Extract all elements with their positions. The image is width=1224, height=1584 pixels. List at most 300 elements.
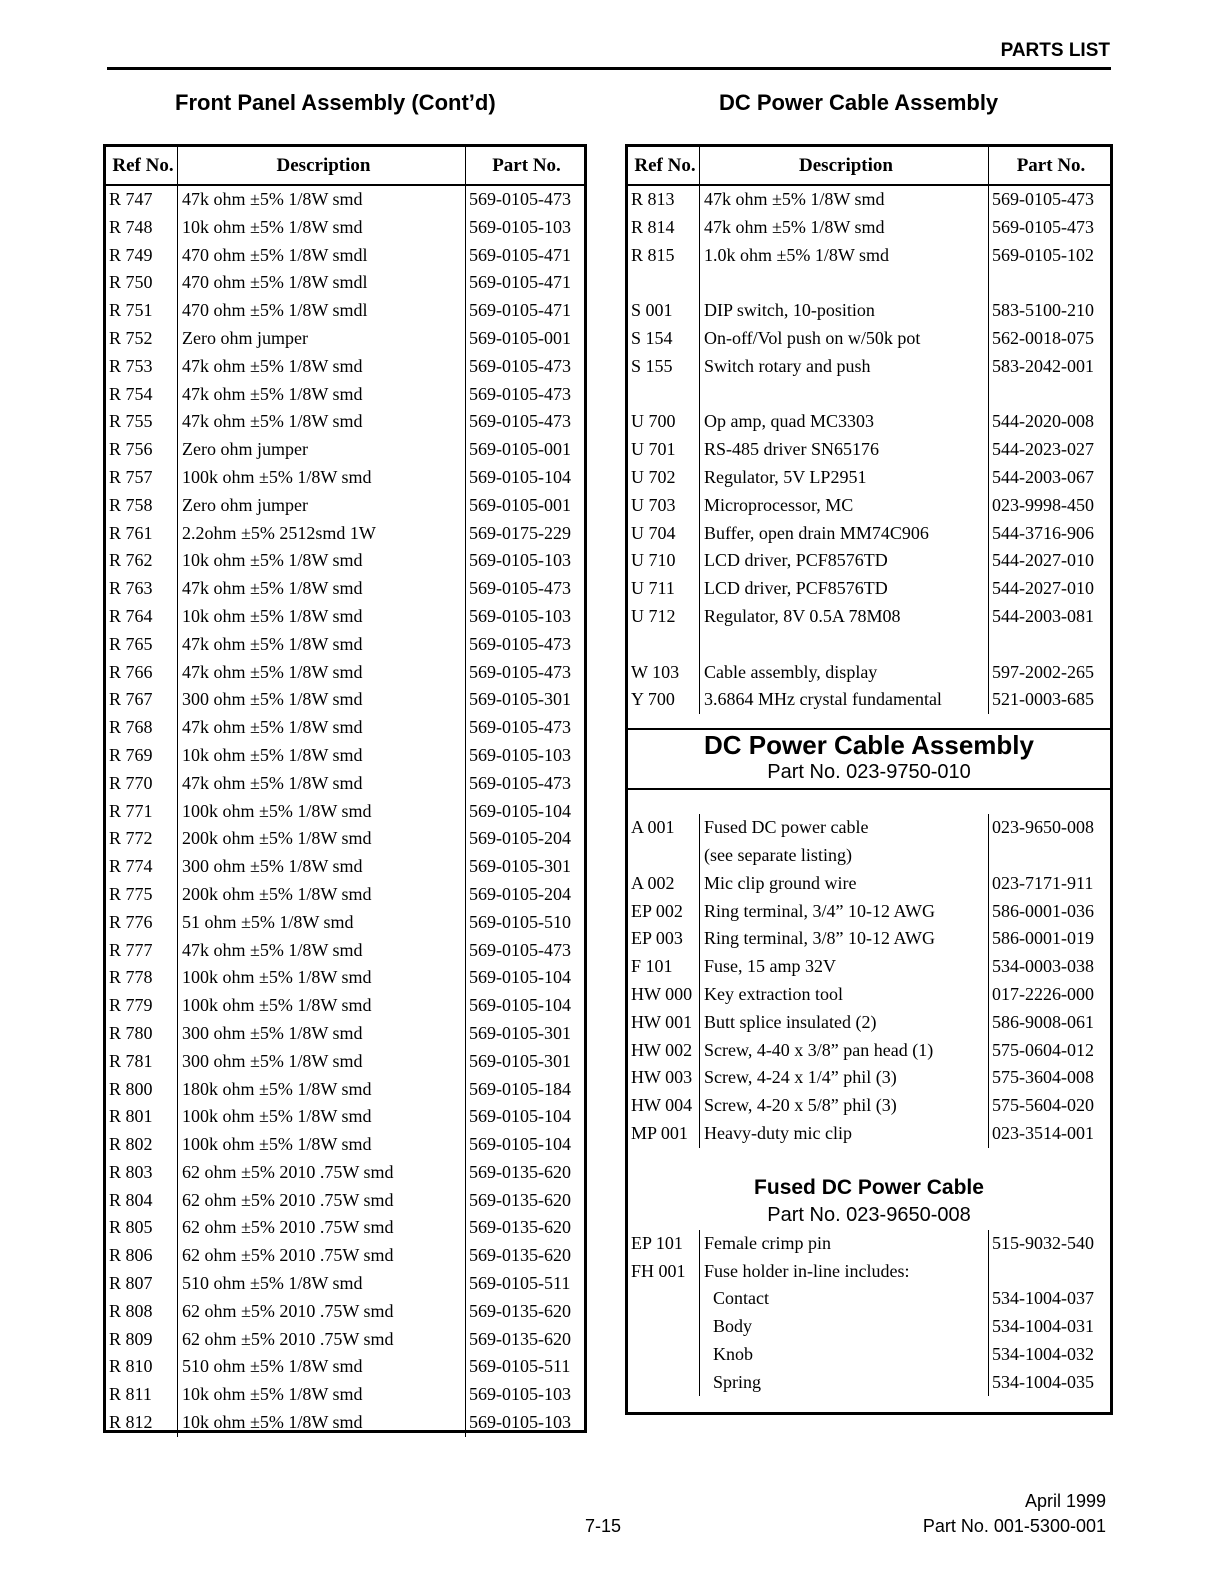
table-row <box>106 464 584 492</box>
part-no-cell: 569-0105-001 <box>469 327 571 348</box>
description-cell: 47k ohm ±5% 1/8W smd <box>178 186 466 214</box>
ref-no-cell: R 753 <box>106 353 178 381</box>
description-cell: Mic clip ground wire <box>700 870 989 898</box>
table-row <box>106 1020 584 1048</box>
part-no-cell: 569-0105-473 <box>469 772 571 793</box>
ref-no-cell: R 809 <box>106 1326 178 1354</box>
ref-no-cell: R 807 <box>106 1270 178 1298</box>
table-row <box>628 898 1110 926</box>
part-no-cell: 569-0105-103 <box>469 1384 571 1405</box>
part-no-cell: 575-5604-020 <box>992 1095 1094 1116</box>
ref-no-cell <box>628 842 700 870</box>
part-no-cell <box>989 842 1110 870</box>
table-row <box>106 353 584 381</box>
table-row <box>106 603 584 631</box>
description-cell: 47k ohm ±5% 1/8W smd <box>178 659 466 687</box>
description-cell: 47k ohm ±5% 1/8W smd <box>178 631 466 659</box>
part-no-cell: 569-0105-471 <box>469 272 571 293</box>
footer-date: April 1999 <box>1024 1491 1106 1511</box>
ref-no-cell: FH 001 <box>628 1258 700 1286</box>
part-no-cell: 569-0105-104 <box>469 800 571 821</box>
description-cell: Ring terminal, 3/8” 10-12 AWG <box>700 925 989 953</box>
ref-no-cell: W 103 <box>628 659 700 687</box>
header-rule <box>107 67 1111 70</box>
ref-no-cell: R 800 <box>106 1076 178 1104</box>
ref-no-cell: HW 000 <box>628 981 700 1009</box>
ref-no-cell: R 801 <box>106 1103 178 1131</box>
description-cell: RS-485 driver SN65176 <box>700 436 989 464</box>
left-table-body <box>106 186 584 1437</box>
ref-no-cell: R 780 <box>106 1020 178 1048</box>
ref-no-cell: R 803 <box>106 1159 178 1187</box>
description-cell: 200k ohm ±5% 1/8W smd <box>178 881 466 909</box>
table-row <box>106 492 584 520</box>
table-row <box>106 714 584 742</box>
table-row <box>106 1326 584 1354</box>
ref-no-cell: F 101 <box>628 953 700 981</box>
description-cell: 470 ohm ±5% 1/8W smdl <box>178 297 466 325</box>
footer-doc-part: Part No. 001-5300-001 <box>922 1516 1106 1536</box>
part-no-cell: 534-0003-038 <box>992 956 1094 977</box>
table-row <box>628 325 1110 353</box>
description-cell: Screw, 4-40 x 3/8” pan head (1) <box>700 1037 989 1065</box>
description-cell: Regulator, 5V LP2951 <box>700 464 989 492</box>
right-parts-table <box>625 144 1113 1415</box>
table-row <box>628 870 1110 898</box>
table-row <box>106 992 584 1020</box>
description-cell: 100k ohm ±5% 1/8W smd <box>178 992 466 1020</box>
part-no-cell: 569-0105-473 <box>992 216 1094 237</box>
ref-no-cell: R 778 <box>106 964 178 992</box>
ref-no-cell: R 766 <box>106 659 178 687</box>
part-no-cell: 569-0105-103 <box>469 1412 571 1433</box>
table-row <box>106 770 584 798</box>
section-header: PARTS LIST <box>1000 40 1110 61</box>
ref-no-cell: R 779 <box>106 992 178 1020</box>
description-cell: 62 ohm ±5% 2010 .75W smd <box>178 1242 466 1270</box>
description-cell: 62 ohm ±5% 2010 .75W smd <box>178 1159 466 1187</box>
table-row <box>106 575 584 603</box>
table-row <box>106 1159 584 1187</box>
right-table-top-body <box>628 186 1110 714</box>
left-table-header <box>106 147 584 186</box>
table-row <box>628 242 1110 270</box>
col-desc-header: Description <box>178 147 466 184</box>
table-row <box>106 1353 584 1381</box>
part-no-cell: 569-0105-301 <box>469 856 571 877</box>
part-no-cell: 569-0105-104 <box>469 466 571 487</box>
ref-no-cell: R 810 <box>106 1353 178 1381</box>
description-cell: Cable assembly, display <box>700 659 989 687</box>
part-no-cell: 017-2226-000 <box>992 983 1094 1004</box>
part-no-cell: 569-0135-620 <box>469 1189 571 1210</box>
ref-no-cell: S 154 <box>628 325 700 353</box>
ref-no-cell: HW 002 <box>628 1037 700 1065</box>
table-row <box>106 436 584 464</box>
part-no-cell: 023-9998-450 <box>992 494 1094 515</box>
col-desc-header: Description <box>700 147 989 184</box>
part-no-cell: 569-0105-104 <box>469 1134 571 1155</box>
ref-no-cell <box>628 1341 700 1369</box>
description-cell: 62 ohm ±5% 2010 .75W smd <box>178 1214 466 1242</box>
table-row <box>106 408 584 436</box>
description-cell <box>700 381 989 409</box>
ref-no-cell: U 712 <box>628 603 700 631</box>
description-cell: Microprocessor, MC <box>700 492 989 520</box>
description-cell: 47k ohm ±5% 1/8W smd <box>700 186 989 214</box>
ref-no-cell: R 776 <box>106 909 178 937</box>
description-cell: Screw, 4-20 x 5/8” phil (3) <box>700 1092 989 1120</box>
table-row <box>628 1258 1110 1286</box>
part-no-cell: 597-2002-265 <box>992 661 1094 682</box>
ref-no-cell <box>628 381 700 409</box>
ref-no-cell: R 772 <box>106 825 178 853</box>
right-table-mid-body <box>628 814 1110 1148</box>
description-cell: Key extraction tool <box>700 981 989 1009</box>
ref-no-cell: R 750 <box>106 269 178 297</box>
table-row <box>628 214 1110 242</box>
ref-no-cell: HW 004 <box>628 1092 700 1120</box>
part-no-cell: 569-0105-184 <box>469 1078 571 1099</box>
part-no-cell: 515-9032-540 <box>992 1232 1094 1253</box>
part-no-cell: 534-1004-031 <box>992 1316 1094 1337</box>
part-no-cell: 569-0105-511 <box>469 1356 571 1377</box>
table-row <box>628 1313 1110 1341</box>
description-cell: 10k ohm ±5% 1/8W smd <box>178 742 466 770</box>
part-no-cell: 562-0018-075 <box>992 327 1094 348</box>
table-row <box>106 1409 584 1437</box>
table-row <box>106 742 584 770</box>
ref-no-cell: R 813 <box>628 186 700 214</box>
table-row <box>106 547 584 575</box>
part-no-cell: 569-0105-104 <box>469 967 571 988</box>
description-cell: 1.0k ohm ±5% 1/8W smd <box>700 242 989 270</box>
description-cell: LCD driver, PCF8576TD <box>700 547 989 575</box>
part-no-cell: 569-0135-620 <box>469 1245 571 1266</box>
description-cell: Knob <box>700 1341 989 1369</box>
table-row <box>628 842 1110 870</box>
description-cell <box>700 269 989 297</box>
part-no-cell: 569-0105-473 <box>469 189 571 209</box>
page-number: 7-15 <box>585 1516 622 1536</box>
table-row <box>628 575 1110 603</box>
left-section-title: Front Panel Assembly (Cont’d) <box>175 90 496 115</box>
part-no-cell: 586-9008-061 <box>992 1011 1094 1032</box>
description-cell: 47k ohm ±5% 1/8W smd <box>178 575 466 603</box>
part-no-cell: 544-3716-906 <box>992 522 1094 543</box>
table-row <box>106 659 584 687</box>
part-no-cell: 569-0105-104 <box>469 995 571 1016</box>
part-no-cell: 569-0105-473 <box>469 355 571 376</box>
table-row <box>106 1381 584 1409</box>
table-row <box>106 269 584 297</box>
ref-no-cell <box>628 1313 700 1341</box>
part-no-cell: 544-2003-081 <box>992 605 1094 626</box>
part-no-cell: 569-0105-473 <box>469 411 571 432</box>
ref-no-cell: A 001 <box>628 814 700 842</box>
ref-no-cell: HW 003 <box>628 1064 700 1092</box>
ref-no-cell: R 768 <box>106 714 178 742</box>
ref-no-cell: R 763 <box>106 575 178 603</box>
part-no-cell: 569-0105-103 <box>469 550 571 571</box>
ref-no-cell: EP 002 <box>628 898 700 926</box>
part-no-cell <box>989 1258 1110 1286</box>
ref-no-cell <box>628 1369 700 1397</box>
description-cell: 300 ohm ±5% 1/8W smd <box>178 1020 466 1048</box>
col-part-header: Part No. <box>492 155 561 176</box>
part-no-cell: 544-2023-027 <box>992 439 1094 460</box>
description-cell: Female crimp pin <box>700 1230 989 1258</box>
part-no-cell: 569-0105-204 <box>469 883 571 904</box>
part-no-cell: 544-2027-010 <box>992 578 1094 599</box>
part-no-cell: 544-2020-008 <box>992 411 1094 432</box>
table-row <box>628 631 1110 659</box>
ref-no-cell: R 770 <box>106 770 178 798</box>
description-cell: 10k ohm ±5% 1/8W smd <box>178 547 466 575</box>
ref-no-cell: U 702 <box>628 464 700 492</box>
ref-no-cell: U 701 <box>628 436 700 464</box>
part-no-cell: 569-0135-620 <box>469 1161 571 1182</box>
description-cell: 51 ohm ±5% 1/8W smd <box>178 909 466 937</box>
part-no-cell: 569-0105-511 <box>469 1273 571 1294</box>
table-row <box>628 1369 1110 1397</box>
table-row <box>106 520 584 548</box>
part-no-cell: 569-0105-102 <box>992 244 1094 265</box>
ref-no-cell: R 752 <box>106 325 178 353</box>
table-row <box>106 937 584 965</box>
table-row <box>106 1076 584 1104</box>
description-cell: On-off/Vol push on w/50k pot <box>700 325 989 353</box>
part-no-cell: 544-2003-067 <box>992 466 1094 487</box>
ref-no-cell: HW 001 <box>628 1009 700 1037</box>
col-part-header: Part No. <box>1016 155 1086 176</box>
ref-no-cell: S 001 <box>628 297 700 325</box>
table-row <box>628 603 1110 631</box>
table-row <box>106 1298 584 1326</box>
description-cell: 510 ohm ±5% 1/8W smd <box>178 1353 466 1381</box>
ref-no-cell: U 700 <box>628 408 700 436</box>
part-no-cell: 569-0105-473 <box>469 633 571 654</box>
table-row <box>106 186 584 214</box>
table-row <box>106 1187 584 1215</box>
part-no-cell: 521-0003-685 <box>992 689 1094 710</box>
ref-no-cell: R 808 <box>106 1298 178 1326</box>
description-cell: 47k ohm ±5% 1/8W smd <box>178 714 466 742</box>
table-row <box>106 242 584 270</box>
ref-no-cell: R 814 <box>628 214 700 242</box>
fused-cable-banner <box>628 1174 1110 1230</box>
table-row <box>628 381 1110 409</box>
table-row <box>106 381 584 409</box>
table-row <box>628 1285 1110 1313</box>
ref-no-cell: R 767 <box>106 686 178 714</box>
description-cell: 47k ohm ±5% 1/8W smd <box>178 770 466 798</box>
dc-assembly-part: Part No. 023-9750-010 <box>767 761 971 784</box>
part-no-cell: 569-0105-301 <box>469 1050 571 1071</box>
description-cell: 100k ohm ±5% 1/8W smd <box>178 1103 466 1131</box>
description-cell: Fuse, 15 amp 32V <box>700 953 989 981</box>
table-row <box>628 1092 1110 1120</box>
right-table-header <box>628 147 1110 186</box>
ref-no-cell <box>628 269 700 297</box>
part-no-cell: 569-0105-473 <box>469 383 571 404</box>
ref-no-cell: U 710 <box>628 547 700 575</box>
table-row <box>106 686 584 714</box>
table-row <box>106 1242 584 1270</box>
part-no-cell: 569-0105-103 <box>469 744 571 765</box>
part-no-cell: 569-0105-473 <box>469 661 571 682</box>
description-cell: 10k ohm ±5% 1/8W smd <box>178 1381 466 1409</box>
part-no-cell: 544-2027-010 <box>992 550 1094 571</box>
description-cell: 100k ohm ±5% 1/8W smd <box>178 1131 466 1159</box>
table-row <box>628 186 1110 214</box>
part-no-cell: 569-0105-471 <box>469 244 571 265</box>
description-cell: 47k ohm ±5% 1/8W smd <box>178 408 466 436</box>
ref-no-cell: A 002 <box>628 870 700 898</box>
table-row <box>106 631 584 659</box>
ref-no-cell: R 811 <box>106 1381 178 1409</box>
description-cell: Zero ohm jumper <box>178 325 466 353</box>
description-cell: Heavy-duty mic clip <box>700 1120 989 1148</box>
description-cell: 100k ohm ±5% 1/8W smd <box>178 464 466 492</box>
table-row <box>106 325 584 353</box>
table-row <box>106 1270 584 1298</box>
description-cell: Buffer, open drain MM74C906 <box>700 520 989 548</box>
part-no-cell: 569-0105-204 <box>469 828 571 849</box>
part-no-cell: 569-0105-103 <box>469 216 571 237</box>
dc-assembly-title: DC Power Cable Assembly <box>704 730 1034 761</box>
col-ref-header: Ref No. <box>628 147 700 184</box>
part-no-cell: 569-0105-471 <box>469 300 571 321</box>
description-cell: Fuse holder in-line includes: <box>700 1258 989 1286</box>
ref-no-cell: R 747 <box>106 186 178 214</box>
table-row <box>106 1131 584 1159</box>
table-row <box>628 1230 1110 1258</box>
part-no-cell: 023-7171-911 <box>992 872 1094 893</box>
table-row <box>628 1341 1110 1369</box>
table-row <box>106 798 584 826</box>
description-cell: Ring terminal, 3/4” 10-12 AWG <box>700 898 989 926</box>
ref-no-cell: U 711 <box>628 575 700 603</box>
ref-no-cell: R 765 <box>106 631 178 659</box>
part-no-cell <box>989 381 1110 409</box>
ref-no-cell: R 757 <box>106 464 178 492</box>
right-section-title: DC Power Cable Assembly <box>719 90 999 115</box>
part-no-cell: 586-0001-036 <box>992 900 1094 921</box>
table-row <box>628 814 1110 842</box>
description-cell: 300 ohm ±5% 1/8W smd <box>178 1048 466 1076</box>
table-row <box>628 1037 1110 1065</box>
col-ref-header: Ref No. <box>106 147 178 184</box>
description-cell: 47k ohm ±5% 1/8W smd <box>178 353 466 381</box>
part-no-cell: 569-0105-001 <box>469 439 571 460</box>
part-no-cell: 023-3514-001 <box>992 1122 1094 1143</box>
table-row <box>106 964 584 992</box>
ref-no-cell: R 751 <box>106 297 178 325</box>
table-row <box>106 853 584 881</box>
table-row <box>106 297 584 325</box>
part-no-cell: 569-0135-620 <box>469 1217 571 1238</box>
right-table-bottom-body <box>628 1230 1110 1397</box>
ref-no-cell: R 804 <box>106 1187 178 1215</box>
ref-no-cell: R 754 <box>106 381 178 409</box>
table-row <box>628 464 1110 492</box>
ref-no-cell: U 703 <box>628 492 700 520</box>
table-row <box>628 981 1110 1009</box>
fused-cable-title: Fused DC Power Cable <box>754 1175 984 1199</box>
part-no-cell <box>989 269 1110 297</box>
ref-no-cell: R 777 <box>106 937 178 965</box>
ref-no-cell: R 755 <box>106 408 178 436</box>
part-no-cell: 569-0105-473 <box>469 717 571 738</box>
description-cell: 47k ohm ±5% 1/8W smd <box>178 937 466 965</box>
part-no-cell: 569-0105-473 <box>469 578 571 599</box>
table-row <box>628 1009 1110 1037</box>
description-cell: Butt splice insulated (2) <box>700 1009 989 1037</box>
table-row <box>106 909 584 937</box>
part-no-cell: 569-0175-229 <box>469 522 571 543</box>
description-cell: 3.6864 MHz crystal fundamental <box>700 686 989 714</box>
table-row <box>628 408 1110 436</box>
description-cell: 510 ohm ±5% 1/8W smd <box>178 1270 466 1298</box>
ref-no-cell: S 155 <box>628 353 700 381</box>
table-row <box>106 1048 584 1076</box>
left-parts-table <box>103 144 587 1433</box>
table-row <box>628 547 1110 575</box>
part-no-cell: 023-9650-008 <box>992 817 1094 838</box>
ref-no-cell: R 802 <box>106 1131 178 1159</box>
description-cell: Contact <box>700 1285 989 1313</box>
description-cell: LCD driver, PCF8576TD <box>700 575 989 603</box>
table-row <box>628 659 1110 687</box>
ref-no-cell: R 781 <box>106 1048 178 1076</box>
part-no-cell: 534-1004-035 <box>992 1371 1094 1392</box>
ref-no-cell: R 756 <box>106 436 178 464</box>
part-no-cell: 583-5100-210 <box>992 300 1094 321</box>
description-cell: 100k ohm ±5% 1/8W smd <box>178 798 466 826</box>
part-no-cell: 575-0604-012 <box>992 1039 1094 1060</box>
ref-no-cell: R 775 <box>106 881 178 909</box>
table-row <box>628 269 1110 297</box>
part-no-cell: 569-0105-473 <box>992 189 1094 209</box>
fused-cable-part: Part No. 023-9650-008 <box>767 1203 971 1226</box>
ref-no-cell: R 749 <box>106 242 178 270</box>
part-no-cell: 569-0135-620 <box>469 1300 571 1321</box>
description-cell: Zero ohm jumper <box>178 436 466 464</box>
table-row <box>628 297 1110 325</box>
description-cell: Op amp, quad MC3303 <box>700 408 989 436</box>
part-no-cell: 583-2042-001 <box>992 355 1094 376</box>
ref-no-cell: R 774 <box>106 853 178 881</box>
description-cell: Fused DC power cable <box>700 814 989 842</box>
table-row <box>106 214 584 242</box>
table-row <box>628 953 1110 981</box>
ref-no-cell: R 769 <box>106 742 178 770</box>
description-cell: Body <box>700 1313 989 1341</box>
ref-no-cell: R 806 <box>106 1242 178 1270</box>
part-no-cell: 575-3604-008 <box>992 1067 1094 1088</box>
ref-no-cell: R 771 <box>106 798 178 826</box>
ref-no-cell: MP 001 <box>628 1120 700 1148</box>
ref-no-cell: R 762 <box>106 547 178 575</box>
part-no-cell: 569-0105-104 <box>469 1106 571 1127</box>
table-row <box>628 353 1110 381</box>
table-row <box>628 925 1110 953</box>
description-cell: Zero ohm jumper <box>178 492 466 520</box>
table-row <box>106 1214 584 1242</box>
description-cell: Screw, 4-24 x 1/4” phil (3) <box>700 1064 989 1092</box>
description-cell: 470 ohm ±5% 1/8W smdl <box>178 269 466 297</box>
